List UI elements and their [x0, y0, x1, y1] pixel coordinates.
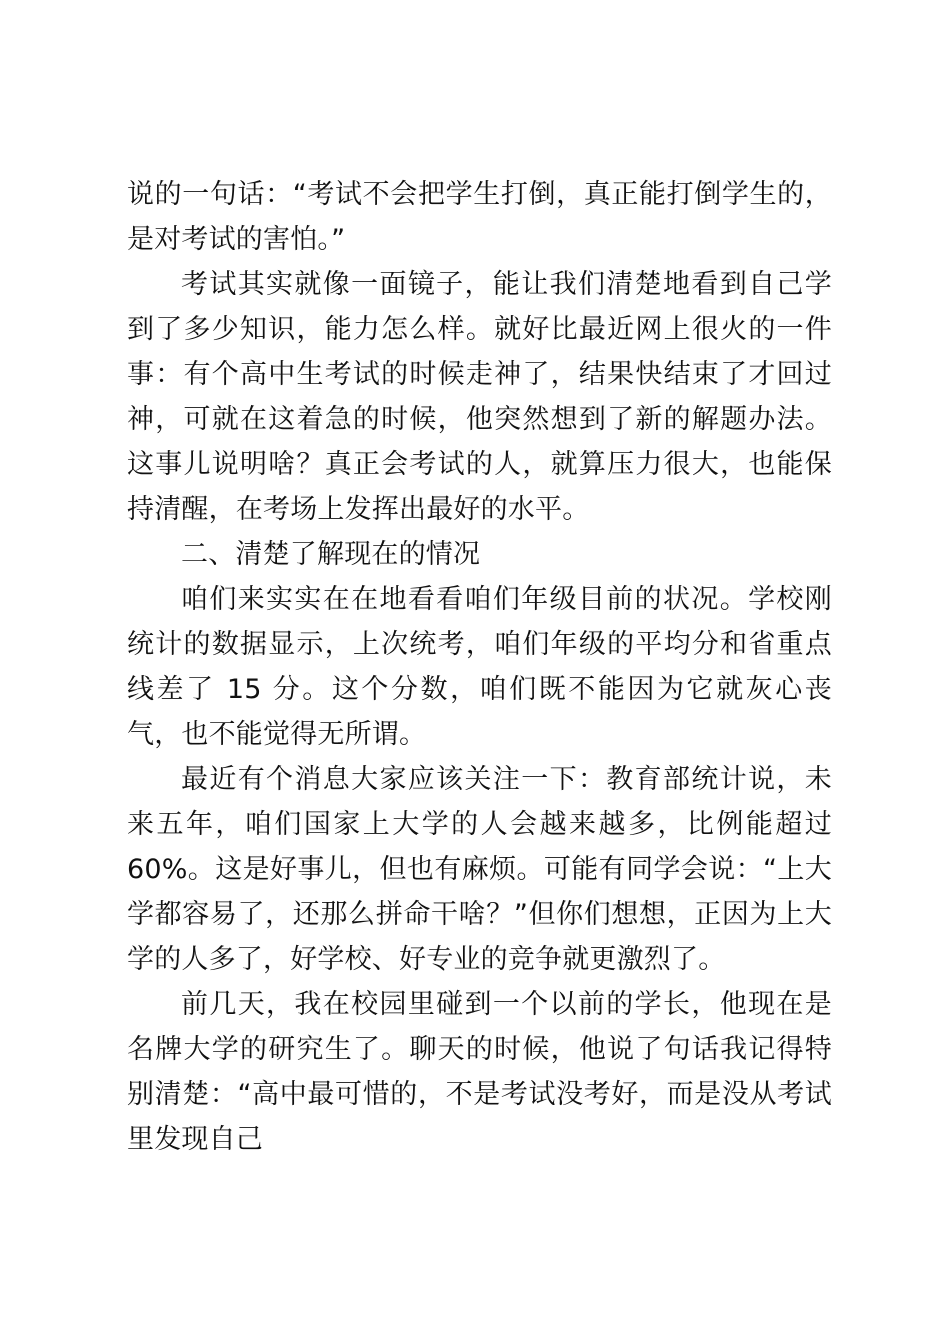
paragraph-4: 最近有个消息大家应该关注一下：教育部统计说，未来五年，咱们国家上大学的人会越来越多，比例能超过 60%。这是好事儿，但也有麻烦。可能有同学会说：“上大学都容易了，还那么拼命干啥？”但你们想想，正因为上大学的人多了，好学校、好专业的竞争就更激烈了。 [127, 764, 832, 975]
body-text [127, 172, 832, 1162]
paragraph-5: 前几天，我在校园里碰到一个以前的学长，他现在是名牌大学的研究生了。聊天的时候，他说了句话我记得特别清楚：“高中最可惜的，不是考试没考好，而是没从考试里发现自己 [127, 989, 832, 1155]
paragraph-1: 说的一句话：“考试不会把学生打倒，真正能打倒学生的，是对考试的害怕。” [127, 179, 832, 255]
paragraph-2: 考试其实就像一面镜子，能让我们清楚地看到自己学到了多少知识，能力怎么样。就好比最近网上很火的一件事：有个高中生考试的时候走神了，结果快结束了才回过神，可就在这着急的时候，他突然想到了新的解题办法。这事儿说明啥？真正会考试的人，就算压力很大，也能保持清醒，在考场上发挥出最好的水平。 [127, 269, 832, 525]
section-heading: 二、清楚了解现在的情况 [181, 539, 481, 570]
paragraph-3: 咱们来实实在在地看看咱们年级目前的状况。学校刚统计的数据显示，上次统考，咱们年级的平均分和省重点线差了 15 分。这个分数，咱们既不能因为它就灰心丧气，也不能觉得无所谓。 [127, 584, 832, 750]
